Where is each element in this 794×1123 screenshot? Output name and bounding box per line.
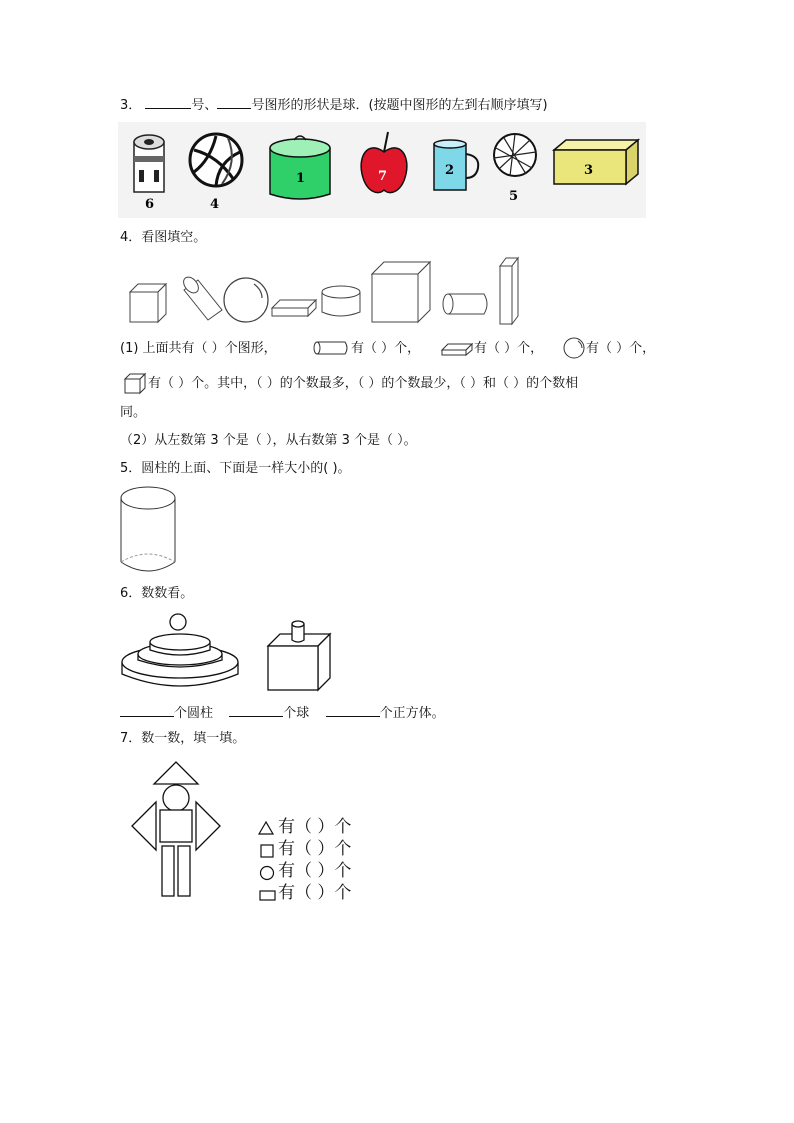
- q4-shapes-row: [126, 254, 526, 330]
- sphere-icon-inline: [562, 336, 586, 360]
- robot-left-arm-triangle: [132, 802, 156, 850]
- apple-icon: [358, 130, 410, 200]
- mug-icon: [432, 138, 482, 194]
- q4-line-1d: 有（ ）个，: [586, 341, 656, 356]
- circle-icon: [259, 865, 275, 881]
- rectangle-icon: [259, 890, 277, 902]
- robot-head-circle: [163, 785, 189, 811]
- q3-blank-2[interactable]: [217, 96, 251, 109]
- cube-with-cylinder-figure: [266, 618, 332, 694]
- q4-line-1b: 有（ ）个，: [351, 341, 421, 356]
- robot-hat-triangle: [154, 762, 198, 784]
- volleyball-icon: [188, 132, 248, 212]
- q5-title: 5．圆柱的上面、下面是一样大小的( )。: [120, 461, 351, 476]
- cuboid-tall-shape: [500, 258, 518, 324]
- q4-line-1: (1) 上面共有（ ）个图形，: [120, 341, 277, 356]
- square-icon: [260, 844, 274, 858]
- stacked-discs-figure: [120, 610, 244, 694]
- cylinder-shape-tilted: [181, 274, 222, 320]
- robot-right-arm-triangle: [196, 802, 220, 850]
- cylinder-shape-short: [322, 286, 360, 316]
- q4-line-4: （2）从左数第 3 个是（ ），从右数第 3 个是（ ）。: [120, 433, 417, 448]
- cylinder-icon-inline: [313, 340, 349, 356]
- shape-robot-figure: [130, 758, 222, 898]
- q3-label-1: 1: [296, 171, 306, 186]
- q3-label-6: 6: [145, 197, 155, 212]
- green-container-icon: [268, 132, 334, 206]
- q6-answer-line: 个圆柱 个球 个正方体。: [120, 704, 445, 723]
- q7-title: 7．数一数，填一填。: [120, 731, 246, 746]
- cuboid-icon-inline: [440, 342, 474, 356]
- cylinder-shape-horizontal: [443, 294, 487, 314]
- q3-label-3: 3: [584, 163, 594, 178]
- cube-shape-2: [372, 262, 430, 322]
- q6-blank-sphere[interactable]: [229, 704, 283, 717]
- q6-title: 6．数数看。: [120, 586, 194, 601]
- q3-label-7: 7: [378, 169, 388, 184]
- wire-ball-icon: [492, 132, 542, 204]
- q6-blank-cylinder[interactable]: [120, 704, 174, 717]
- q4-line-2: 有（ ）个。其中，（ ）的个数最多，（ ）的个数最少，（ ）和（ ）的个数相: [148, 376, 579, 391]
- q4-line-3: 同。: [120, 405, 147, 420]
- triangle-icon: [258, 821, 274, 835]
- cube-shape-1: [130, 284, 166, 322]
- robot-right-leg-rect: [178, 846, 190, 896]
- q4-line-1c: 有（ ）个，: [474, 341, 544, 356]
- yellow-box-icon: [552, 138, 642, 188]
- q3-label-4: 4: [210, 197, 220, 212]
- q4-title: 4．看图填空。: [120, 230, 207, 245]
- cube-icon-inline: [123, 372, 147, 394]
- q3-label-5: 5: [509, 189, 519, 204]
- canister-icon: [130, 132, 174, 212]
- q6-blank-cube[interactable]: [326, 704, 380, 717]
- sphere-shape: [224, 278, 268, 322]
- cylinder-outline-figure: [118, 484, 178, 578]
- q3-label-2: 2: [445, 163, 455, 178]
- q3-text: 3． 号、 号图形的形状是球．(按题中图形的左到右顺序填写): [120, 98, 548, 113]
- q3-blank-1[interactable]: [145, 96, 191, 109]
- robot-body-square: [160, 810, 192, 842]
- robot-left-leg-rect: [162, 846, 174, 896]
- cuboid-flat-shape: [272, 300, 316, 316]
